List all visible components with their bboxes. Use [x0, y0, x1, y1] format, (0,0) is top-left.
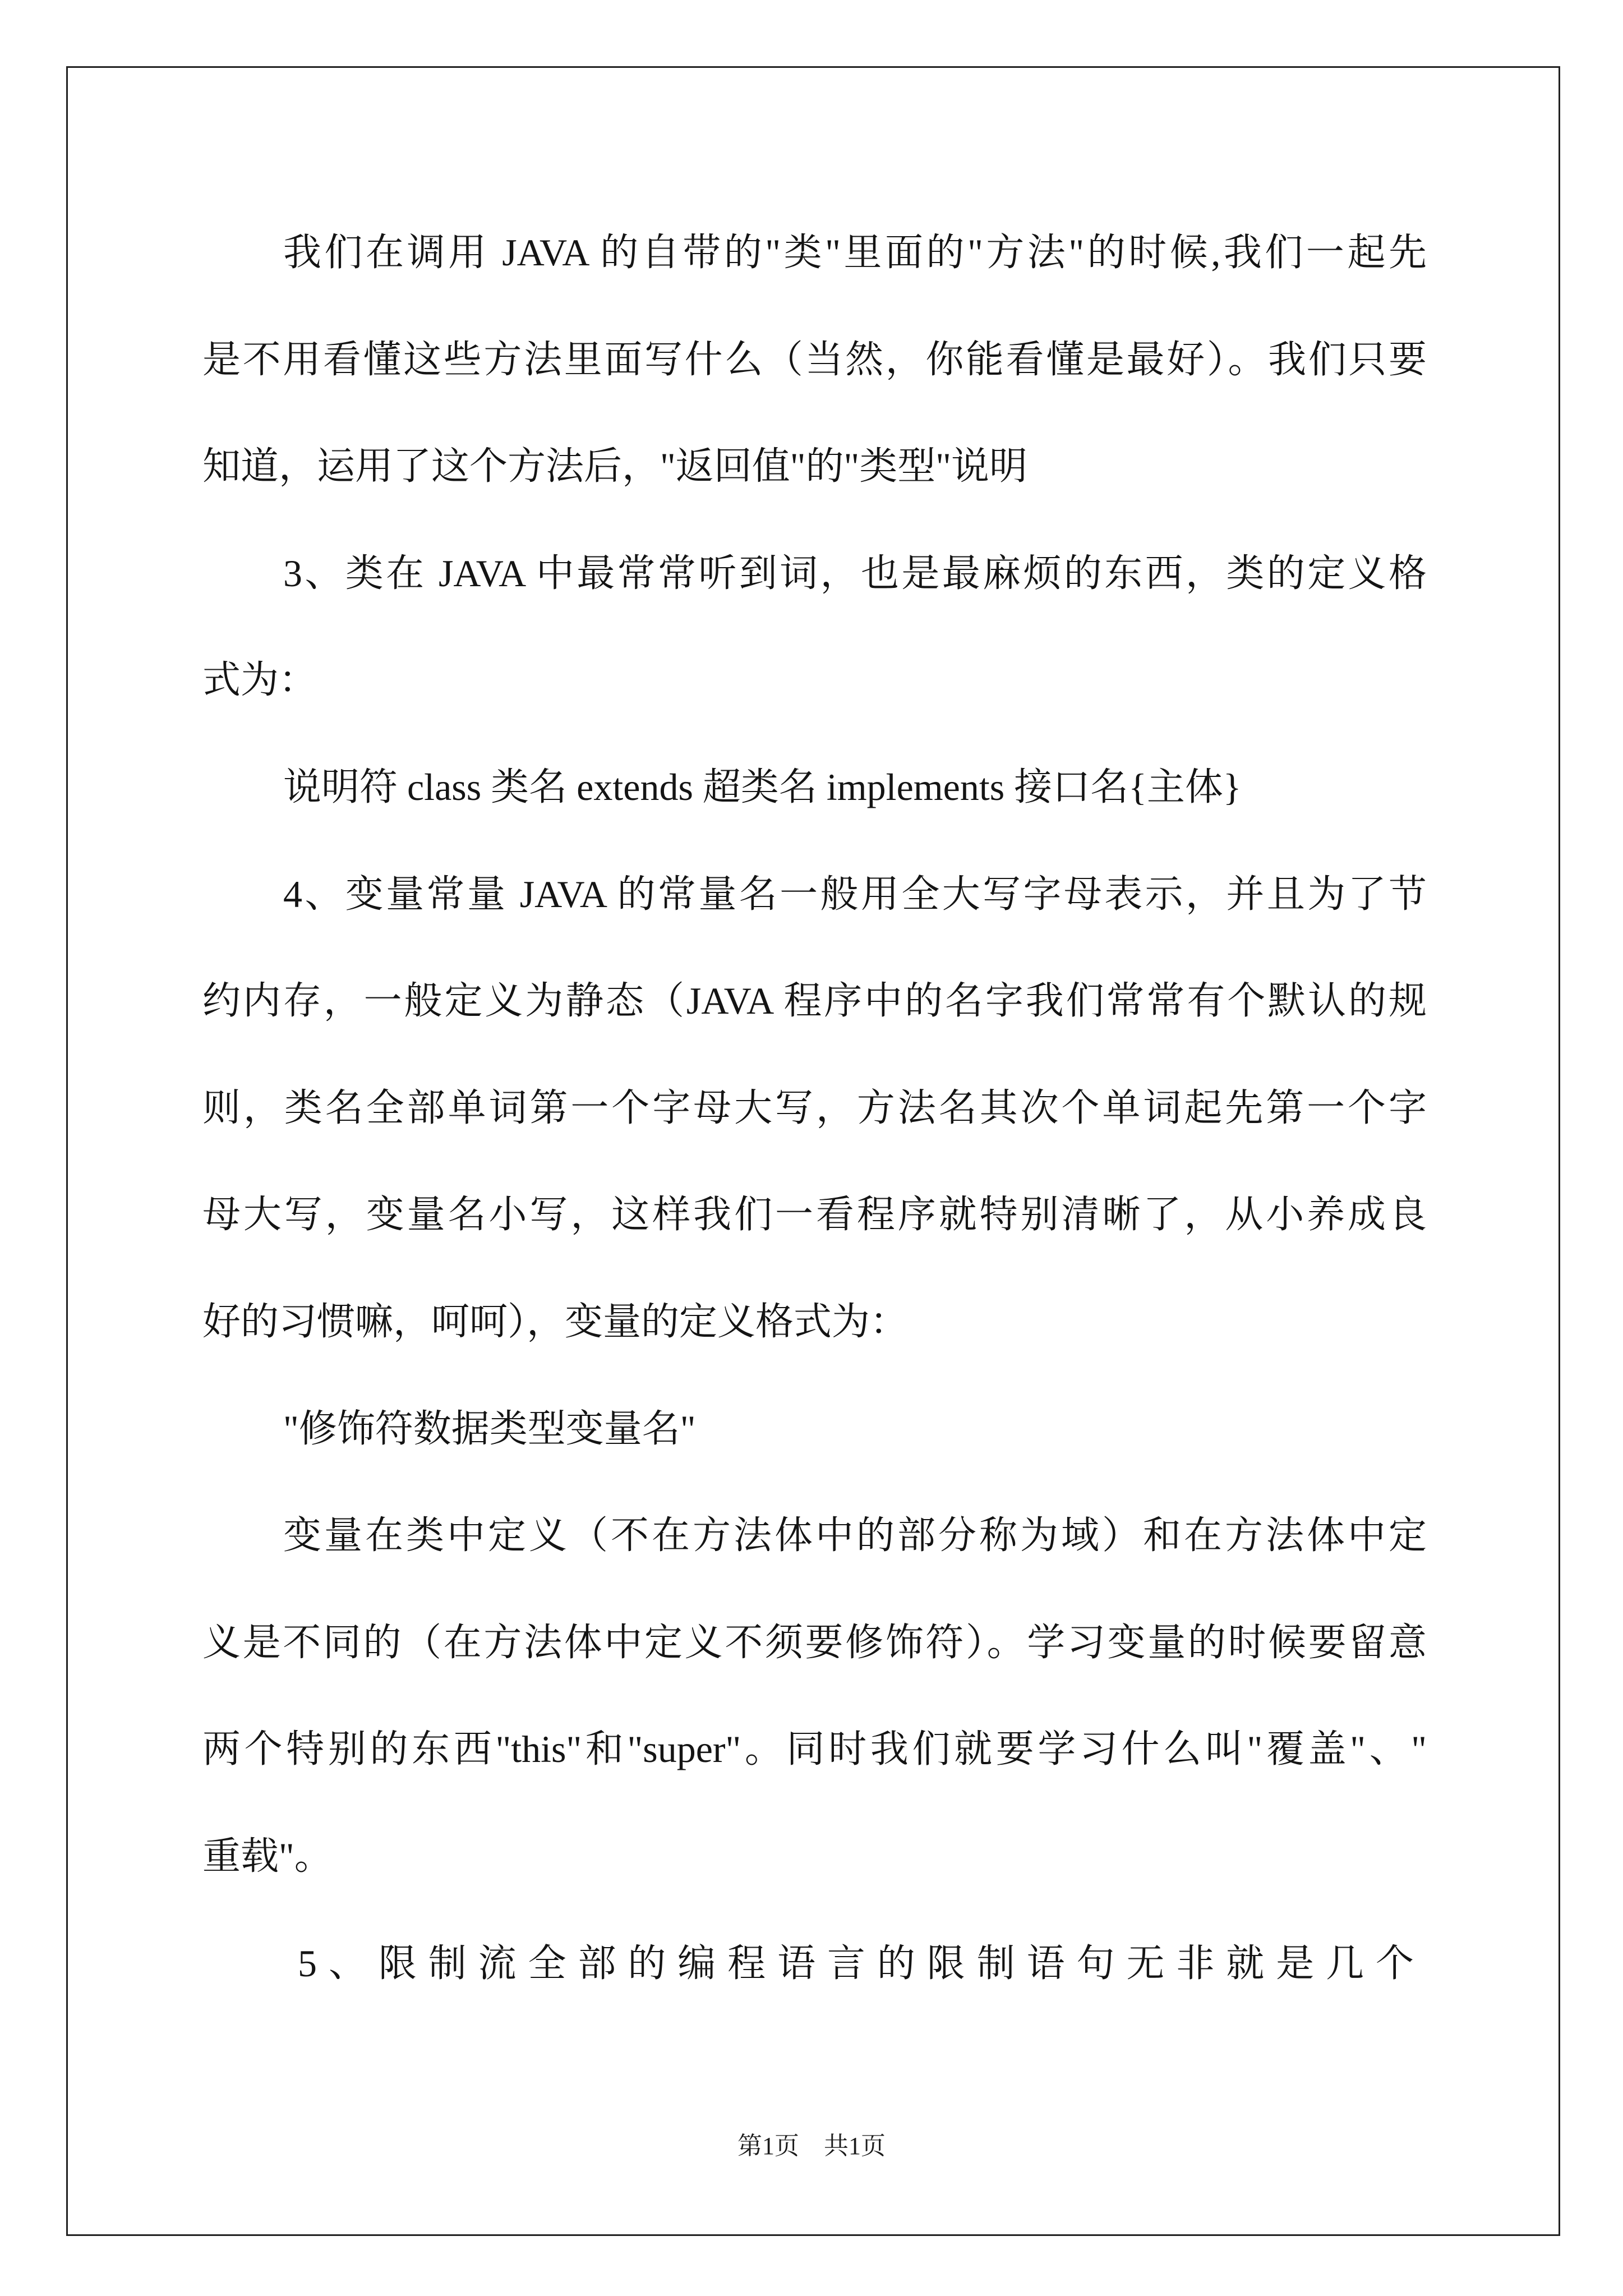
paragraph-line: 则，类名全部单词第一个字母大写，方法名其次个单词起先第一个字 — [202, 1086, 1427, 1129]
paragraph-line: 母大写，变量名小写，这样我们一看程序就特别清晰了，从小养成良 — [202, 1193, 1427, 1236]
paragraph-line: 5、限制流全部的编程语言的限制语句无非就是几个 — [298, 1941, 1414, 1985]
paragraph-line: 我们在调用 JAVA 的自带的"类"里面的"方法"的时候,我们一起先 — [283, 231, 1427, 274]
paragraph-line: 是不用看懂这些方法里面写什么（当然，你能看懂是最好）。我们只要 — [202, 338, 1427, 381]
paragraph-line: "修饰符数据类型变量名" — [283, 1407, 696, 1450]
paragraph-line: 说明符 class 类名 extends 超类名 implements 接口名{主体} — [283, 765, 1242, 808]
paragraph-line: 义是不同的（在方法体中定义不须要修饰符）。学习变量的时候要留意 — [202, 1621, 1427, 1664]
paragraph-line: 4、变量常量 JAVA 的常量名一般用全大写字母表示，并且为了节 — [283, 872, 1427, 915]
paragraph-line: 3、类在 JAVA 中最常常听到词，也是最麻烦的东西，类的定义格 — [283, 551, 1427, 595]
paragraph-line: 好的习惯嘛，呵呵），变量的定义格式为： — [202, 1300, 909, 1343]
body-text — [0, 199, 1623, 2017]
page-footer: 第1页 共1页 — [737, 2132, 886, 2160]
paragraph-line: 两个特别的东西"this"和"super"。同时我们就要学习什么叫"覆盖"、" — [202, 1728, 1427, 1771]
paragraph-line: 重载"。 — [202, 1834, 333, 1878]
paragraph-line: 约内存，一般定义为静态（JAVA 程序中的名字我们常常有个默认的规 — [202, 979, 1427, 1023]
paragraph-line: 知道，运用了这个方法后，"返回值"的"类型"说明 — [202, 445, 1028, 488]
paragraph-line: 式为： — [202, 659, 317, 702]
paragraph-line: 变量在类中定义（不在方法体中的部分称为域）和在方法体中定 — [283, 1514, 1427, 1557]
